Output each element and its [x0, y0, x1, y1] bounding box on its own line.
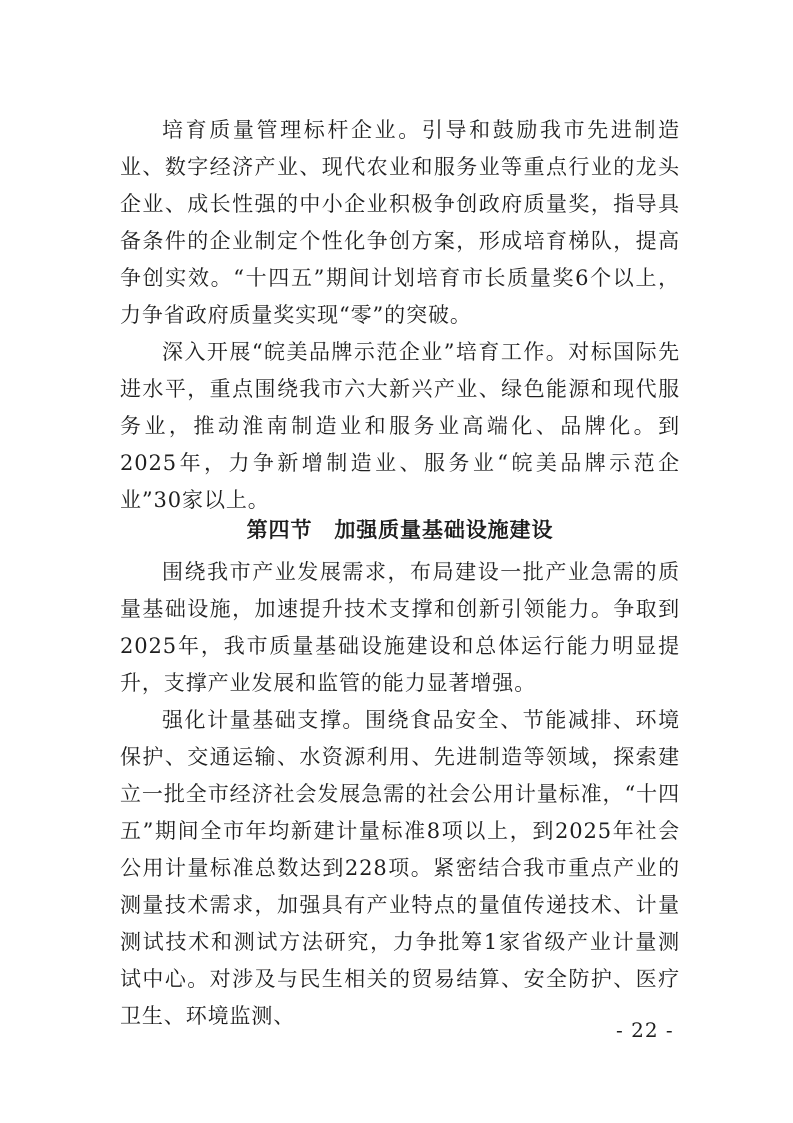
page-number: - 22 -	[616, 1018, 674, 1042]
paragraph-section-intro: 围绕我市产业发展需求，布局建设一批产业急需的质量基础设施，加速提升技术支撑和创新引领能力。争取到2025年，我市质量基础设施建设和总体运行能力明显提升，支撑产业发展和监管的能力显著增强。	[120, 560, 680, 695]
section-title: 加强质量基础设施建设	[334, 517, 554, 542]
paragraph-brand-demonstration: 深入开展“皖美品牌示范企业”培育工作。对标国际先进水平，重点围绕我市六大新兴产业、绿色能源和现代服务业，推动淮南制造业和服务业高端化、品牌化。到2025年，力争新增制造业、服务业“皖美品牌示范企业”30家以上。	[120, 340, 680, 512]
section-heading	[120, 511, 680, 548]
paragraph-quality-benchmark: 培育质量管理标杆企业。引导和鼓励我市先进制造业、数字经济产业、现代农业和服务业等重点行业的龙头企业、成长性强的中小企业积极争创政府质量奖，指导具备条件的企业制定个性化争创方案，形成培育梯队，提高争创实效。“十四五”期间计划培育市长质量奖6个以上，力争省政府质量奖实现“零”的突破。	[120, 118, 680, 327]
paragraph-metrology-support: 强化计量基础支撑。围绕食品安全、节能减排、环境保护、交通运输、水资源利用、先进制造等领域，探索建立一批全市经济社会发展急需的社会公用计量标准，“十四五”期间全市年均新建计量标准8项以上，到2025年社会公用计量标准总数达到228项。紧密结合我市重点产业的测量技术需求，加强具有产业特点的量值传递技术、计量测试技术和测试方法研究，力争批筹1家省级产业计量测试中心。对涉及与民生相关的贸易结算、安全防护、医疗卫生、环境监测、	[120, 708, 680, 1028]
section-number: 第四节	[246, 517, 313, 542]
